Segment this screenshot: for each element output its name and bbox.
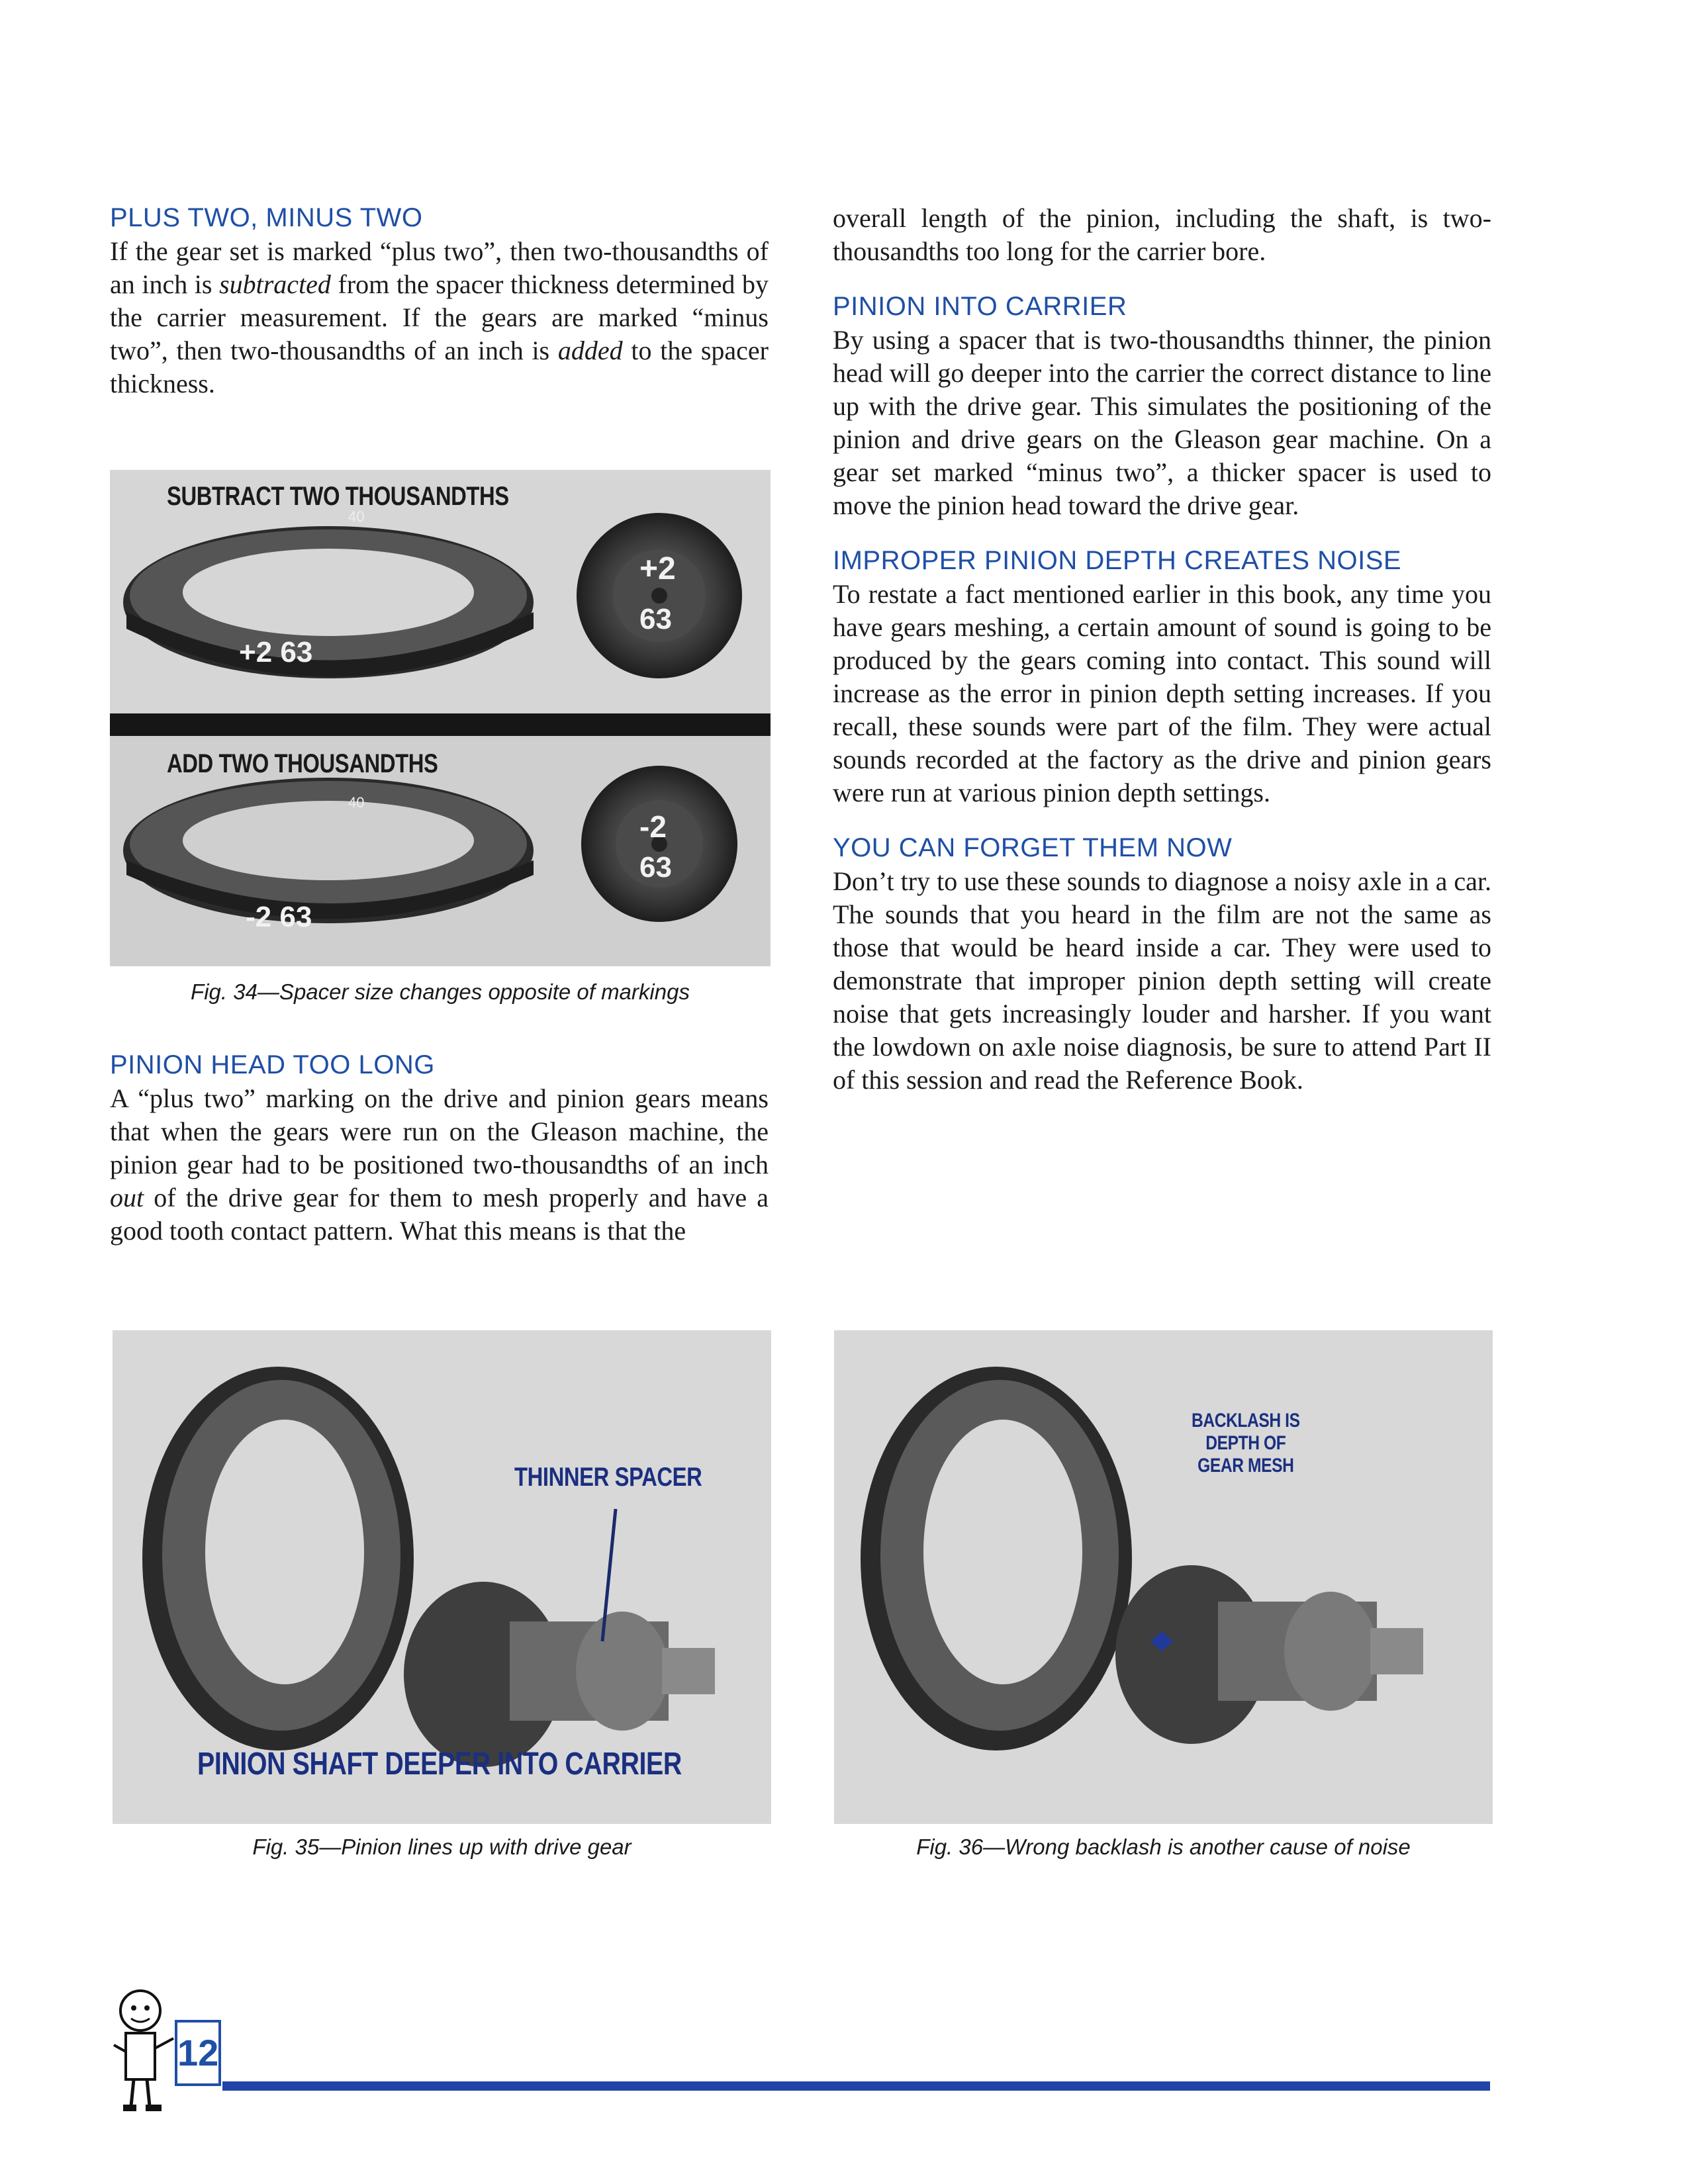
right-column [833,202,1491,1097]
section-paragraph-plus-two-minus-two: If the gear set is marked “plus two”, then two-thousandths of an inch is subtracted from the spacer thickness determined by the carrier measurement. If the gears are marked “minus two”, then two-thousandths of an inch is added to the spacer thickness. [110,236,769,398]
fig36-label-line-1: BACKLASH IS [1192,1410,1300,1432]
fig34-pinion-mark-bottom-2: 63 [639,851,672,884]
fig34-caption: Fig. 34—Spacer size changes opposite of markings [191,979,690,1004]
fig34-ring-small-mark-top: 40 [348,508,365,525]
page-number: 12 [175,2020,221,2086]
fig36-gears-illustration [834,1330,1493,1824]
left-column-lower [110,1049,769,1248]
fig34-pinion-mark-top-1: +2 [639,551,676,586]
section-paragraph-pinion-head-too-long: A “plus two” marking on the drive and pinion gears means that when the gears were run on the Gleason machine, the pinion gear had to be positioned two-thousandths of an inch out of the drive gear for them to mesh properly and have a good tooth contact pattern. What this means is that the [110,1083,769,1246]
fig34-ring-mark-top: +2 63 [239,636,313,668]
fig34-photo [110,470,771,966]
section-heading-improper-pinion-depth: IMPROPER PINION DEPTH CREATES NOISE [833,546,1402,575]
fig35-caption: Fig. 35—Pinion lines up with drive gear [252,1835,632,1859]
fig34-pinion-mark-top-2: 63 [639,603,672,635]
fig34-label-add: ADD TWO THOUSANDTHS [167,749,438,778]
section-paragraph-forget-them-now: Don’t try to use these sounds to diagnose a noisy axle in a car. The sounds that you heard in the film are not the same as those that would be heard inside a car. They were used to demonstrate that improper pinion depth setting will create noise that gets increasingly louder and harsher. If you want the lowdown on axle noise diagnosis, be sure to attend Part II of this session and read the Reference Book. [833,866,1491,1095]
fig36-label-line-2: DEPTH OF [1205,1432,1286,1454]
fig34-ring-small-mark-bottom: 40 [348,794,365,811]
fig35-photo [113,1330,771,1824]
footer-rule [222,2081,1490,2091]
fig34-ring-gear-top [123,526,534,678]
section-heading-pinion-head-too-long: PINION HEAD TOO LONG [110,1050,435,1079]
fig34-ring-gear-bottom [123,778,534,923]
section-heading-plus-two-minus-two: PLUS TWO, MINUS TWO [110,203,423,232]
fig34-ring-mark-bottom: -2 63 [246,901,312,933]
continued-paragraph: overall length of the pinion, including the shaft, is two-thousandths too long for the carrier bore. [833,203,1491,266]
fig36-caption: Fig. 36—Wrong backlash is another cause of noise [916,1835,1411,1859]
fig34-pinion-mark-bottom-1: -2 [639,809,667,844]
fig35-label-thinner-spacer: THINNER SPACER [514,1463,702,1492]
fig36-label-line-3: GEAR MESH [1197,1455,1294,1477]
section-paragraph-pinion-into-carrier: By using a spacer that is two-thousandths thinner, the pinion head will go deeper into the carrier the correct distance to line up with the drive gear. This simulates the positioning of the pinion and drive gears on the Gleason gear machine. On a gear set marked “minus two”, a thicker spacer is used to move the pinion head toward the drive gear. [833,325,1491,520]
section-paragraph-improper-pinion-depth: To restate a fact mentioned earlier in this book, any time you have gears meshing, a certain amount of sound is going to be produced by the gears coming into contact. This sound will increase as the error in pinion depth setting increases. If you recall, these sounds were part of the film. They were actual sounds recorded at the factory as the drive and pinion gears were run at various pinion depth settings. [833,579,1491,807]
fig35-label-pinion-shaft: PINION SHAFT DEEPER INTO CARRIER [197,1747,682,1782]
section-heading-forget-them-now: YOU CAN FORGET THEM NOW [833,833,1233,862]
fig34-label-subtract: SUBTRACT TWO THOUSANDTHS [167,482,509,511]
section-heading-pinion-into-carrier: PINION INTO CARRIER [833,292,1127,321]
left-column [110,202,769,400]
fig34-pinion-gear-top [577,513,742,678]
fig36-ring-gear [861,1367,1132,1751]
fig34-gears-illustration [110,470,771,966]
mascot-character-icon [107,1985,180,2118]
fig34-pinion-gear-bottom [581,766,737,922]
fig36-photo [834,1330,1493,1824]
fig36-label-block [1192,1410,1300,1477]
fig35-ring-gear [142,1367,414,1751]
